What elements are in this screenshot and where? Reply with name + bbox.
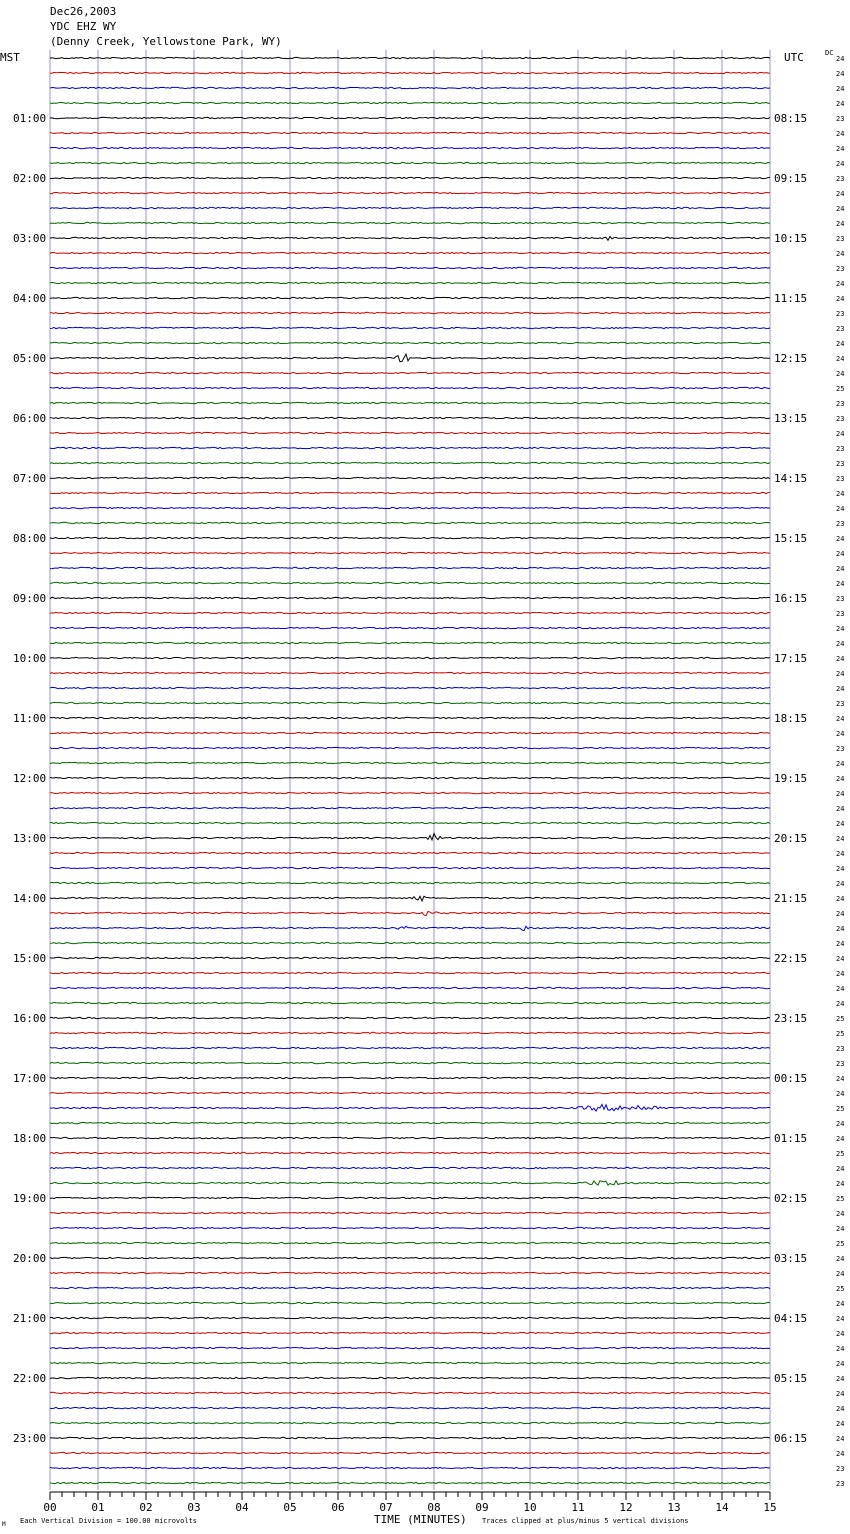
x-tick-label: 09 (475, 1501, 489, 1514)
dc-offset-value: 24 (836, 580, 845, 588)
trace-row-23 (50, 402, 770, 403)
header-location: (Denny Creek, Yellowstone Park, WY) (50, 35, 282, 48)
dc-offset-value: 25 (836, 1195, 845, 1203)
dc-offset-value: 23 (836, 1465, 845, 1473)
trace-row-11 (50, 222, 770, 223)
right-hour-label: 08:15 (774, 112, 808, 125)
trace-row-47 (50, 762, 770, 763)
trace-row-70 (50, 1104, 770, 1111)
dc-offset-value: 23 (836, 1060, 845, 1068)
dc-offset-value: 24 (836, 280, 845, 288)
trace-row-32 (50, 537, 770, 538)
dc-offset-value: 23 (836, 460, 845, 468)
trace-row-54 (50, 867, 770, 868)
right-timezone-label: UTC (784, 51, 804, 64)
trace-row-7 (50, 162, 770, 163)
trace-row-87 (50, 1362, 770, 1363)
right-hour-label: 11:15 (774, 292, 808, 305)
dc-offset-value: 24 (836, 925, 845, 933)
dc-offset-value: 25 (836, 385, 845, 393)
trace-row-80 (50, 1257, 770, 1258)
x-tick-label: 10 (523, 1501, 537, 1514)
right-hour-label: 12:15 (774, 352, 808, 365)
dc-offset-value: 23 (836, 1480, 845, 1488)
left-hour-label: 09:00 (13, 592, 47, 605)
dc-offset-value: 24 (836, 205, 845, 213)
x-tick-label: 15 (763, 1501, 777, 1514)
left-hour-label: 07:00 (13, 472, 47, 485)
dc-offset-value: 23 (836, 595, 845, 603)
trace-row-63 (50, 1002, 770, 1003)
right-hour-label: 14:15 (774, 472, 808, 485)
trace-row-43 (50, 702, 770, 703)
dc-offset-value: 23 (836, 175, 845, 183)
dc-label: DC (825, 49, 834, 57)
dc-offset-value: 23 (836, 520, 845, 528)
trace-row-10 (50, 207, 770, 208)
time-axis (43, 1492, 776, 1514)
dc-offset-value: 24 (836, 1405, 845, 1413)
trace-row-64 (50, 1017, 770, 1018)
trace-row-85 (50, 1332, 770, 1333)
trace-row-6 (50, 147, 770, 148)
dc-offset-value: 24 (836, 895, 845, 903)
dc-offset-value: 24 (836, 295, 845, 303)
dc-offset-value: 24 (836, 955, 845, 963)
trace-row-18 (50, 327, 770, 328)
dc-offset-value: 24 (836, 670, 845, 678)
right-hour-label: 22:15 (774, 952, 808, 965)
dc-offset-value: 23 (836, 310, 845, 318)
trace-row-14 (50, 267, 770, 268)
dc-offset-value: 24 (836, 1375, 845, 1383)
dc-offset-value: 24 (836, 145, 845, 153)
x-axis-label: TIME (MINUTES) (374, 1513, 467, 1526)
right-hour-label: 06:15 (774, 1432, 808, 1445)
dc-offset-value: 24 (836, 1165, 845, 1173)
trace-row-45 (50, 732, 770, 733)
dc-offset-value: 23 (836, 415, 845, 423)
x-tick-label: 13 (667, 1501, 681, 1514)
dc-offset-value: 24 (836, 640, 845, 648)
trace-row-42 (50, 687, 770, 688)
dc-offset-value: 24 (836, 775, 845, 783)
trace-row-78 (50, 1227, 770, 1228)
left-hour-label: 11:00 (13, 712, 47, 725)
dc-offset-value: 24 (836, 430, 845, 438)
dc-offset-value: 24 (836, 1000, 845, 1008)
dc-offset-value: 24 (836, 730, 845, 738)
left-hour-label: 14:00 (13, 892, 47, 905)
left-hour-label: 06:00 (13, 412, 47, 425)
dc-offset-value: 24 (836, 1390, 845, 1398)
left-hour-label: 10:00 (13, 652, 47, 665)
dc-offset-value: 25 (836, 1015, 845, 1023)
trace-row-82 (50, 1287, 770, 1288)
trace-row-71 (50, 1122, 770, 1123)
header-station: YDC EHZ WY (50, 20, 117, 33)
left-hour-label: 16:00 (13, 1012, 47, 1025)
dc-offset-value: 23 (836, 265, 845, 273)
trace-row-93 (50, 1452, 770, 1453)
right-hour-label: 04:15 (774, 1312, 808, 1325)
trace-row-17 (50, 312, 770, 313)
dc-offset-value: 24 (836, 850, 845, 858)
dc-offset-value: 24 (836, 85, 845, 93)
dc-offset-value: 24 (836, 970, 845, 978)
trace-row-69 (50, 1092, 770, 1093)
right-hour-label: 03:15 (774, 1252, 808, 1265)
trace-row-79 (50, 1242, 770, 1243)
dc-offset-value: 25 (836, 1285, 845, 1293)
x-tick-label: 03 (187, 1501, 201, 1514)
dc-offset-value: 24 (836, 1315, 845, 1323)
dc-offset-value: 24 (836, 1300, 845, 1308)
dc-offset-value: 25 (836, 1240, 845, 1248)
dc-offset-value: 24 (836, 1075, 845, 1083)
dc-offset-value: 24 (836, 505, 845, 513)
x-tick-label: 07 (379, 1501, 393, 1514)
dc-offset-value: 23 (836, 235, 845, 243)
left-hour-label: 13:00 (13, 832, 47, 845)
trace-row-19 (50, 342, 770, 343)
dc-offset-value: 24 (836, 820, 845, 828)
trace-row-41 (50, 672, 770, 673)
trace-row-68 (50, 1077, 770, 1078)
dc-offset-value: 24 (836, 805, 845, 813)
left-hour-label: 08:00 (13, 532, 47, 545)
dc-offset-value: 24 (836, 715, 845, 723)
dc-offset-value: 24 (836, 565, 845, 573)
trace-row-59 (50, 942, 770, 943)
trace-row-1 (50, 72, 770, 73)
trace-row-58 (50, 926, 770, 930)
trace-row-76 (50, 1197, 770, 1198)
dc-offset-value: 24 (836, 190, 845, 198)
trace-row-30 (50, 507, 770, 508)
dc-offset-value: 23 (836, 115, 845, 123)
trace-row-22 (50, 387, 770, 388)
trace-row-8 (50, 177, 770, 178)
trace-row-74 (50, 1167, 770, 1168)
dc-offset-value: 24 (836, 1420, 845, 1428)
trace-row-46 (50, 747, 770, 748)
dc-offset-value: 24 (836, 55, 845, 63)
trace-row-27 (50, 462, 770, 463)
seismogram-traces (50, 57, 770, 1483)
trace-row-81 (50, 1272, 770, 1273)
trace-row-44 (50, 717, 770, 718)
x-tick-label: 12 (619, 1501, 633, 1514)
trace-row-60 (50, 957, 770, 958)
left-hour-label: 17:00 (13, 1072, 47, 1085)
trace-row-55 (50, 882, 770, 883)
right-hour-label: 23:15 (774, 1012, 808, 1025)
scale-note: Each Vertical Division = 100.00 microvolts (20, 1517, 198, 1525)
dc-offset-value: 24 (836, 985, 845, 993)
dc-offset-value: 24 (836, 835, 845, 843)
dc-offset-value: 24 (836, 160, 845, 168)
trace-row-77 (50, 1212, 770, 1213)
trace-row-15 (50, 282, 770, 283)
dc-offset-value: 25 (836, 1150, 845, 1158)
trace-row-5 (50, 132, 770, 133)
trace-row-53 (50, 852, 770, 853)
header-date: Dec26,2003 (50, 5, 117, 18)
dc-offset-value: 24 (836, 1180, 845, 1188)
dc-offset-value: 25 (836, 1030, 845, 1038)
dc-offset-value: 24 (836, 1210, 845, 1218)
left-hour-label: 12:00 (13, 772, 47, 785)
left-hour-label: 05:00 (13, 352, 47, 365)
trace-row-49 (50, 792, 770, 793)
trace-row-20 (50, 354, 770, 362)
x-tick-label: 02 (139, 1501, 153, 1514)
dc-offset-value: 24 (836, 655, 845, 663)
trace-row-86 (50, 1347, 770, 1348)
right-hour-label: 05:15 (774, 1372, 808, 1385)
trace-row-90 (50, 1407, 770, 1408)
left-hour-label: 19:00 (13, 1192, 47, 1205)
dc-offset-value: 24 (836, 220, 845, 228)
dc-offset-value: 24 (836, 1255, 845, 1263)
dc-offset-value: 24 (836, 760, 845, 768)
corner-mark: M (2, 1521, 6, 1528)
trace-row-51 (50, 822, 770, 823)
trace-row-37 (50, 612, 770, 613)
trace-row-16 (50, 297, 770, 298)
dc-offset-value: 24 (836, 130, 845, 138)
trace-row-35 (50, 582, 770, 583)
trace-row-50 (50, 807, 770, 808)
clip-note: Traces clipped at plus/minus 5 vertical divisions (482, 1517, 689, 1525)
dc-offset-value: 24 (836, 355, 845, 363)
dc-offset-value: 23 (836, 325, 845, 333)
trace-row-95 (50, 1482, 770, 1483)
dc-offset-value: 24 (836, 1345, 845, 1353)
dc-offset-value: 23 (836, 700, 845, 708)
left-hour-label: 22:00 (13, 1372, 47, 1385)
trace-row-89 (50, 1392, 770, 1393)
left-hour-label: 18:00 (13, 1132, 47, 1145)
x-tick-label: 06 (331, 1501, 345, 1514)
trace-row-83 (50, 1302, 770, 1303)
trace-row-9 (50, 192, 770, 193)
x-tick-label: 08 (427, 1501, 441, 1514)
trace-row-34 (50, 567, 770, 568)
dc-offset-value: 24 (836, 1450, 845, 1458)
trace-row-52 (50, 834, 770, 840)
left-timezone-label: MST (0, 51, 20, 64)
right-hour-label: 09:15 (774, 172, 808, 185)
dc-offset-value: 24 (836, 880, 845, 888)
dc-offset-value: 24 (836, 1330, 845, 1338)
trace-row-65 (50, 1032, 770, 1033)
trace-row-84 (50, 1317, 770, 1318)
trace-row-91 (50, 1422, 770, 1423)
trace-row-3 (50, 102, 770, 103)
dc-offset-value: 23 (836, 1045, 845, 1053)
trace-row-62 (50, 987, 770, 988)
trace-row-56 (50, 896, 770, 901)
x-tick-label: 01 (91, 1501, 105, 1514)
trace-row-31 (50, 522, 770, 523)
trace-row-33 (50, 552, 770, 553)
trace-row-39 (50, 642, 770, 643)
left-hour-label: 01:00 (13, 112, 47, 125)
dc-offset-value: 24 (836, 1225, 845, 1233)
dc-offset-value: 24 (836, 685, 845, 693)
dc-offset-value: 24 (836, 865, 845, 873)
dc-offset-value: 24 (836, 250, 845, 258)
trace-row-21 (50, 372, 770, 373)
trace-row-92 (50, 1437, 770, 1438)
trace-row-67 (50, 1062, 770, 1063)
dc-offset-value: 24 (836, 370, 845, 378)
dc-offset-value: 24 (836, 550, 845, 558)
dc-offset-value: 24 (836, 1120, 845, 1128)
dc-offset-value: 23 (836, 445, 845, 453)
trace-row-94 (50, 1467, 770, 1468)
trace-row-48 (50, 777, 770, 778)
dc-offset-value: 24 (836, 1090, 845, 1098)
dc-offset-value: 23 (836, 610, 845, 618)
x-tick-label: 00 (43, 1501, 57, 1514)
trace-row-2 (50, 87, 770, 88)
dc-offset-value: 24 (836, 790, 845, 798)
dc-offset-value: 24 (836, 100, 845, 108)
trace-row-38 (50, 627, 770, 628)
trace-row-24 (50, 417, 770, 418)
trace-row-66 (50, 1047, 770, 1048)
left-hour-label: 15:00 (13, 952, 47, 965)
trace-row-61 (50, 972, 770, 973)
dc-offset-value: 24 (836, 910, 845, 918)
x-tick-label: 14 (715, 1501, 729, 1514)
trace-row-57 (50, 911, 770, 915)
x-tick-label: 05 (283, 1501, 297, 1514)
dc-offset-value: 24 (836, 1135, 845, 1143)
dc-offset-value: 23 (836, 400, 845, 408)
right-hour-label: 19:15 (774, 772, 808, 785)
trace-row-75 (50, 1181, 770, 1186)
right-hour-label: 20:15 (774, 832, 808, 845)
trace-row-13 (50, 252, 770, 253)
right-hour-label: 01:15 (774, 1132, 808, 1145)
dc-offset-value: 25 (836, 1105, 845, 1113)
trace-row-26 (50, 447, 770, 448)
dc-offset-value: 24 (836, 535, 845, 543)
dc-offset-value: 24 (836, 70, 845, 78)
right-hour-label: 18:15 (774, 712, 808, 725)
trace-row-29 (50, 492, 770, 493)
right-hour-label: 10:15 (774, 232, 808, 245)
dc-offset-value: 24 (836, 940, 845, 948)
x-tick-label: 04 (235, 1501, 249, 1514)
trace-row-0 (50, 57, 770, 58)
right-hour-label: 17:15 (774, 652, 808, 665)
left-hour-label: 21:00 (13, 1312, 47, 1325)
right-hour-label: 13:15 (774, 412, 808, 425)
left-hour-label: 04:00 (13, 292, 47, 305)
trace-row-25 (50, 432, 770, 433)
trace-row-73 (50, 1152, 770, 1153)
left-hour-label: 02:00 (13, 172, 47, 185)
right-hour-label: 02:15 (774, 1192, 808, 1205)
dc-offset-value: 23 (836, 475, 845, 483)
left-hour-label: 23:00 (13, 1432, 47, 1445)
dc-offset-value: 24 (836, 340, 845, 348)
trace-row-4 (50, 117, 770, 118)
trace-row-40 (50, 657, 770, 658)
right-hour-label: 00:15 (774, 1072, 808, 1085)
right-hour-label: 16:15 (774, 592, 808, 605)
left-hour-label: 20:00 (13, 1252, 47, 1265)
x-tick-label: 11 (571, 1501, 585, 1514)
dc-offset-value: 23 (836, 745, 845, 753)
dc-offset-value: 24 (836, 1435, 845, 1443)
dc-offset-value: 24 (836, 490, 845, 498)
trace-row-36 (50, 597, 770, 598)
left-hour-label: 03:00 (13, 232, 47, 245)
dc-offset-value: 24 (836, 625, 845, 633)
right-hour-label: 21:15 (774, 892, 808, 905)
trace-row-72 (50, 1137, 770, 1138)
dc-offset-value: 24 (836, 1360, 845, 1368)
trace-row-28 (50, 477, 770, 478)
dc-offset-value: 24 (836, 1270, 845, 1278)
trace-row-88 (50, 1377, 770, 1378)
right-hour-label: 15:15 (774, 532, 808, 545)
trace-row-12 (50, 236, 770, 240)
